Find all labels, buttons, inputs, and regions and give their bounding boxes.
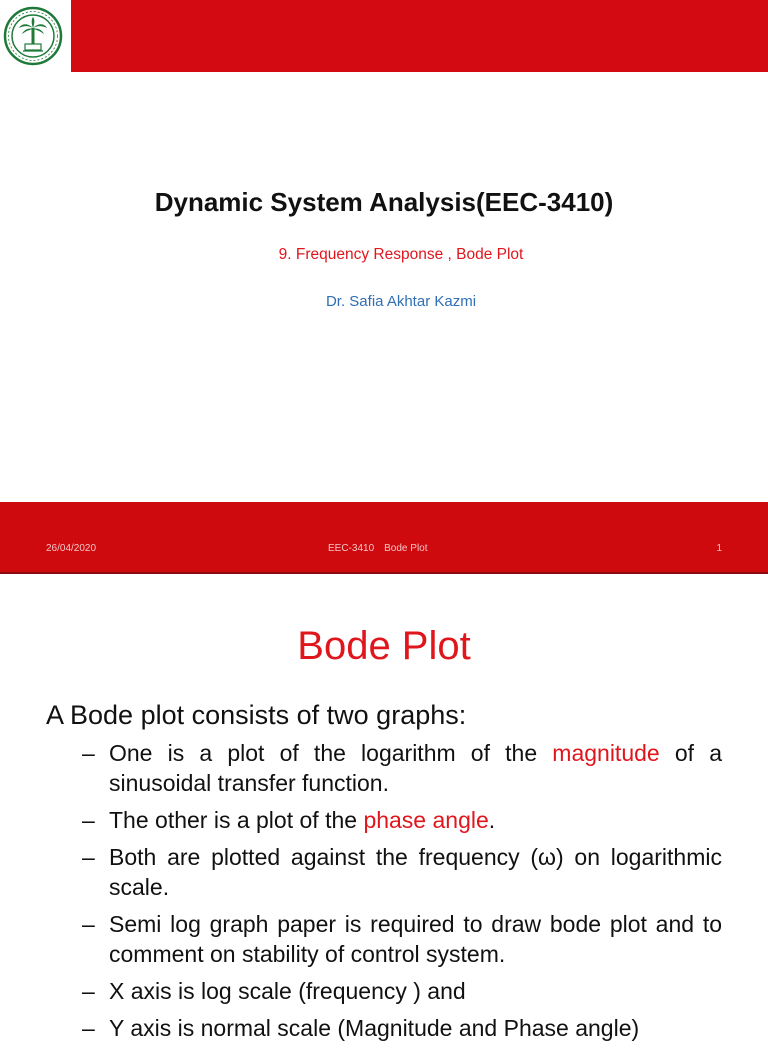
bullet-text: Y axis is normal scale (Magnitude and Phase angle) xyxy=(109,1015,640,1041)
slide-heading: Bode Plot xyxy=(297,624,471,668)
bullet-dash: – xyxy=(82,978,95,1004)
footer-date: 26/04/2020 xyxy=(46,543,97,554)
bullet-dash: – xyxy=(82,911,95,937)
footer-bar xyxy=(0,502,768,574)
bullet-item xyxy=(82,976,722,1006)
bullet-item xyxy=(82,1013,722,1043)
bullet-text: The other is a plot of the phase angle. xyxy=(109,807,496,833)
bullet-dash: – xyxy=(82,807,95,833)
bullet-item xyxy=(82,805,722,835)
slide-subtitle: 9. Frequency Response , Bode Plot xyxy=(278,246,524,263)
slide-title: Dynamic System Analysis(EEC-3410) xyxy=(154,187,614,217)
bullet-dash: – xyxy=(82,740,95,766)
highlight-magnitude: magnitude xyxy=(552,740,660,766)
author-name: Dr. Safia Akhtar Kazmi xyxy=(325,293,477,310)
footer-course xyxy=(328,543,428,554)
bullet-dash: – xyxy=(82,844,95,870)
bullet-dash: – xyxy=(82,1015,95,1041)
footer-topic: Bode Plot xyxy=(384,543,428,554)
bullet-text: Both are plotted against the frequency (ω) on logarithmic scale. xyxy=(109,844,722,900)
content-slide xyxy=(0,576,768,1041)
bullet-item xyxy=(82,842,722,902)
intro-text: A Bode plot consists of two graphs: xyxy=(46,700,467,730)
bullet-list xyxy=(82,738,722,1050)
bullet-text: Semi log graph paper is required to draw bode plot and to comment on stability of control system. xyxy=(109,911,722,967)
header-bar xyxy=(71,0,768,72)
highlight-phase-angle: phase angle xyxy=(363,807,489,833)
footer-course-code: EEC-3410 xyxy=(328,543,375,554)
bullet-item xyxy=(82,909,722,969)
bullet-text: One is a plot of the logarithm of the magnitude of a sinusoidal transfer function. xyxy=(109,740,722,796)
bullet-item xyxy=(82,738,722,798)
university-seal-icon xyxy=(3,6,63,66)
bullet-text: X axis is log scale (frequency ) and xyxy=(109,978,466,1004)
footer-page-number: 1 xyxy=(716,543,722,554)
